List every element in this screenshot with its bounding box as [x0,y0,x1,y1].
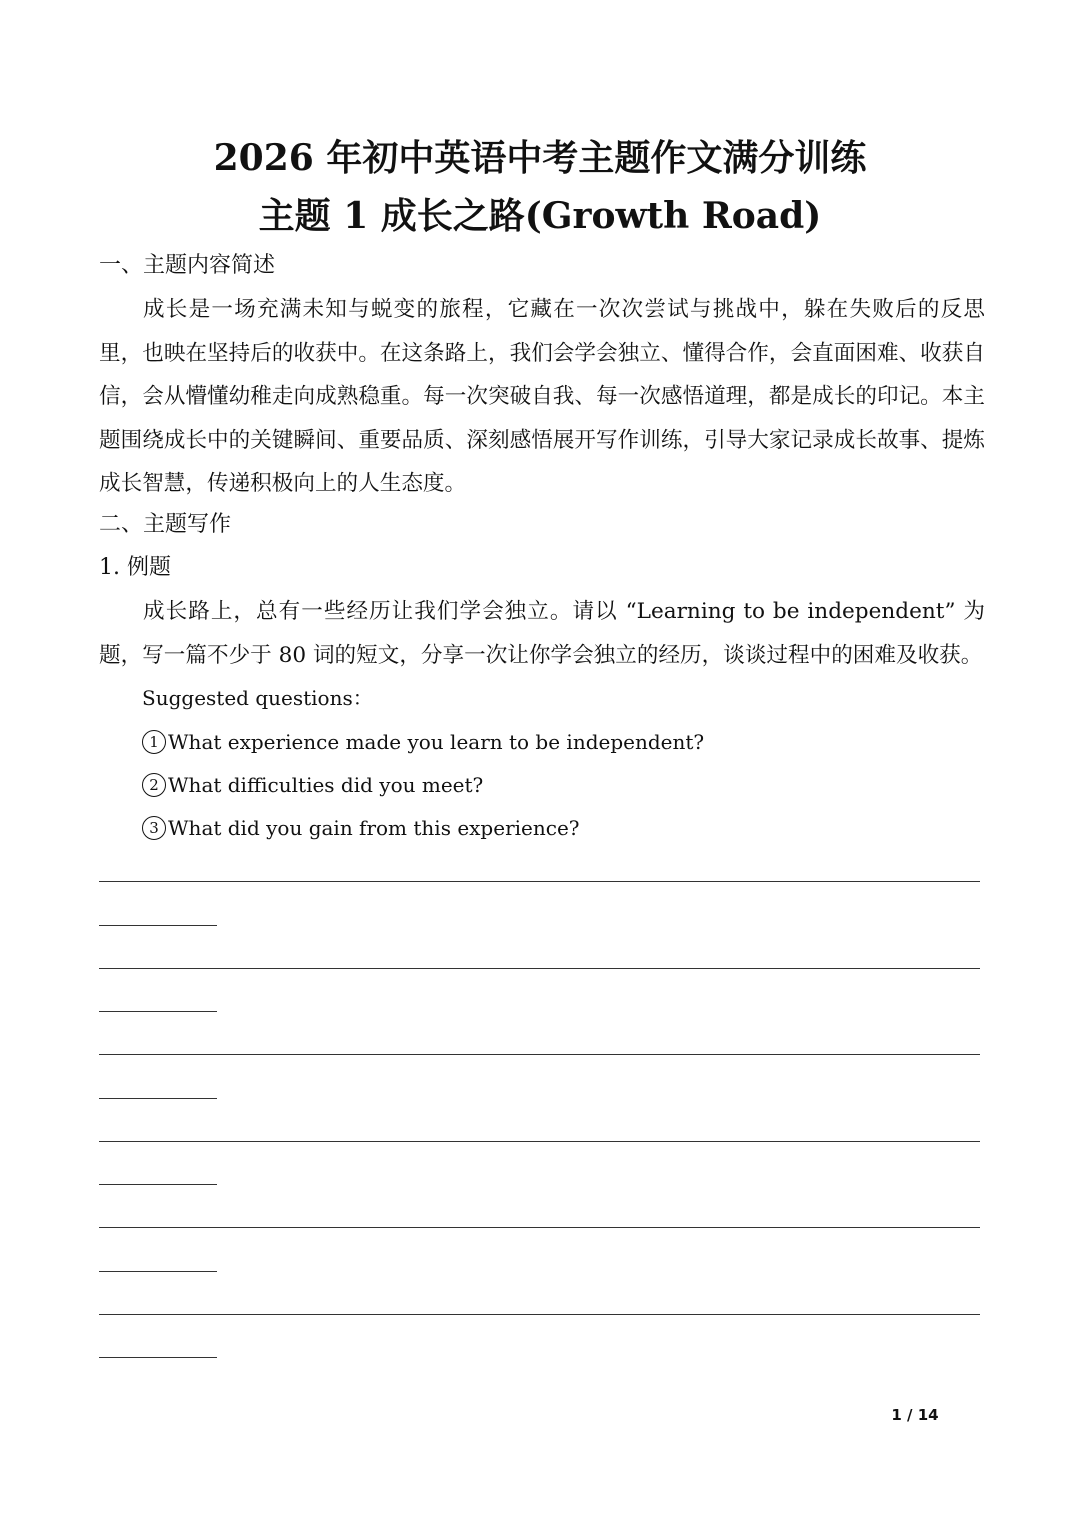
answer-line-short [99,1098,217,1099]
answer-line [99,1227,980,1228]
answer-line [99,1141,980,1142]
question-text: What did you gain from this experience? [168,816,580,840]
question-text: What experience made you learn to be independent? [168,730,705,754]
circled-number: 1 [142,730,166,754]
answer-line-short [99,1011,217,1012]
example-heading: 1. 例题 [99,555,171,580]
circled-number: 2 [142,773,166,797]
document-subtitle: 主题 1 成长之路(Growth Road) [258,195,822,237]
circled-number: 3 [142,816,166,840]
question-text: What difficulties did you meet? [168,773,484,797]
question-item [142,727,704,757]
suggested-questions-label: Suggested questions： [142,686,373,710]
document-title: 2026 年初中英语中考主题作文满分训练 [213,137,867,179]
question-item [142,770,483,800]
section-heading-overview: 一、主题内容简述 [99,253,276,278]
overview-paragraph: 成长是一场充满未知与蜕变的旅程，它藏在一次次尝试与挑战中，躲在失败后的反思里，也映在坚持后的收获中。在这条路上，我们会学会独立、懂得合作，会直面困难、收获自信，会从懵懂幼稚走向成熟稳重。每一次突破自我、每一次感悟道理，都是成长的印记。本主题围绕成长中的关键瞬间、重要品质、深刻感悟展开写作训练，引导大家记录成长故事、提炼成长智慧，传递积极向上的人生态度。 [99,297,985,496]
answer-line [99,1054,980,1055]
answer-line [99,1314,980,1315]
section-heading-writing: 二、主题写作 [99,512,232,537]
answer-line-short [99,925,217,926]
answer-line [99,968,980,969]
answer-line-short [99,1184,217,1185]
page-number: 1 / 14 [891,1406,939,1424]
writing-prompt: 成长路上，总有一些经历让我们学会独立。请以 “Learning to be independent” 为题，写一篇不少于 80 词的短文，分享一次让你学会独立的经历，谈谈过程中的困难及收获。 [99,599,985,668]
answer-line [99,881,980,882]
answer-line-short [99,1357,217,1358]
question-item [142,813,580,843]
answer-line-short [99,1271,217,1272]
